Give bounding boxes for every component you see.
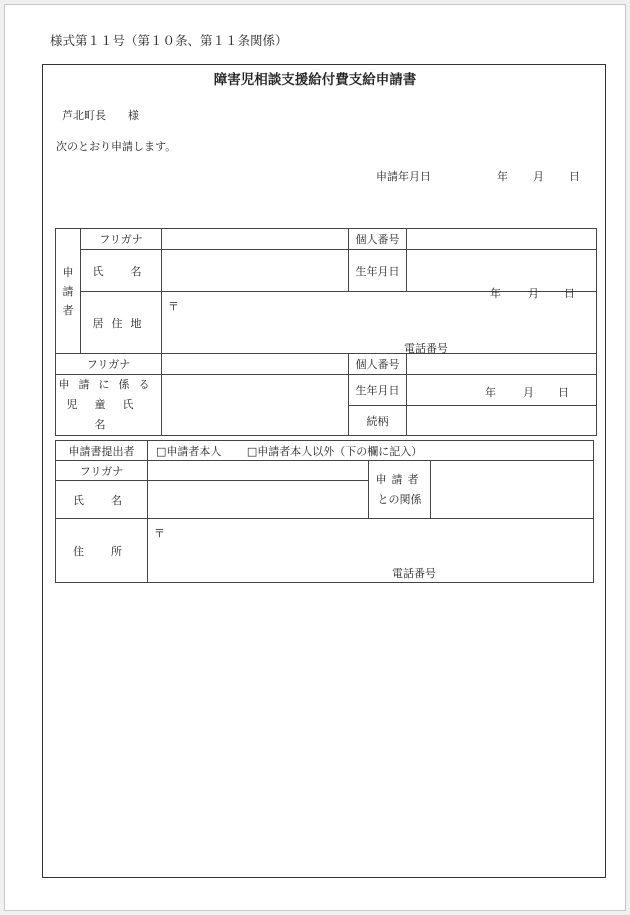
addressee: 芦北町長 様 (62, 109, 139, 122)
child-name-label-line2: 児童氏名 (66, 398, 151, 431)
applicant-birth-month-unit: 月 (528, 286, 539, 300)
submitter-postal-mark: 〒 (154, 527, 165, 540)
applicant-address-label: 居住地 (81, 292, 162, 354)
submitter-address-label: 住 所 (56, 519, 148, 583)
date-month-unit: 月 (533, 170, 544, 183)
child-birthdate-label: 生年月日 (349, 375, 407, 406)
applicant-personal-number-label: 個人番号 (349, 229, 407, 250)
child-furigana-label: フリガナ (56, 354, 162, 375)
date-year-unit: 年 (497, 170, 508, 183)
submitter-address-field[interactable] (148, 519, 594, 583)
child-personal-number-label: 個人番号 (349, 354, 407, 375)
applicant-furigana-label: フリガナ (81, 229, 162, 250)
child-name-field[interactable] (162, 375, 349, 436)
submitter-relation-line1: 申請者 (375, 472, 424, 486)
applicant-section-cell (56, 229, 81, 354)
date-day-unit: 日 (569, 170, 580, 183)
applicant-phone-label: 電話番号 (404, 342, 448, 355)
submitter-option-other[interactable]: □申請者本人以外（下の欄に記入） (246, 444, 423, 458)
child-birth-day-unit: 日 (558, 385, 569, 399)
submitter-table (55, 440, 594, 583)
form-title: 障害児相談支援給付費支給申請書 (213, 72, 417, 88)
applicant-furigana-field[interactable] (162, 229, 349, 250)
date-label: 申請年月日 (376, 170, 431, 183)
submitter-name-field[interactable] (148, 481, 369, 519)
child-personal-number-boxes[interactable] (407, 354, 597, 375)
submitter-furigana-field[interactable] (148, 461, 369, 481)
intro-text: 次のとおり申請します。 (56, 140, 177, 153)
form-number: 様式第１１号（第１０条、第１１条関係） (50, 33, 288, 48)
applicant-birth-day-unit: 日 (564, 286, 575, 300)
child-furigana-field[interactable] (162, 354, 349, 375)
submitter-label: 申請書提出者 (56, 441, 148, 461)
applicant-postal-mark: 〒 (168, 300, 179, 313)
applicant-birthdate-field[interactable] (407, 250, 597, 300)
submitter-relation-line2: との関係 (377, 492, 422, 506)
submitter-relation-field[interactable] (431, 461, 594, 519)
applicant-personal-number-boxes[interactable] (407, 229, 597, 250)
submitter-options-cell (148, 441, 594, 461)
applicant-name-field[interactable] (162, 250, 349, 292)
applicant-birthdate-label: 生年月日 (349, 250, 407, 292)
submitter-phone-label: 電話番号 (392, 567, 436, 580)
applicant-name-label: 氏 名 (81, 250, 162, 292)
child-relationship-field[interactable] (407, 406, 597, 436)
applicant-section-label: 申請者 (62, 265, 74, 317)
child-relationship-label: 続柄 (349, 406, 407, 436)
submitter-name-label: 氏 名 (56, 481, 148, 519)
child-birthdate-field[interactable] (407, 375, 597, 406)
child-name-label-cell (56, 375, 162, 436)
child-birth-year-unit: 年 (485, 385, 496, 399)
applicant-table (55, 228, 597, 436)
submitter-furigana-label: フリガナ (56, 461, 148, 481)
child-birth-month-unit: 月 (523, 385, 534, 399)
child-name-label-line1: 申請に係る (58, 378, 159, 391)
applicant-birth-year-unit: 年 (490, 286, 501, 300)
submitter-option-self[interactable]: □申請者本人 (156, 444, 222, 458)
submitter-relation-label-cell (369, 461, 431, 519)
applicant-address-field[interactable] (162, 292, 597, 354)
